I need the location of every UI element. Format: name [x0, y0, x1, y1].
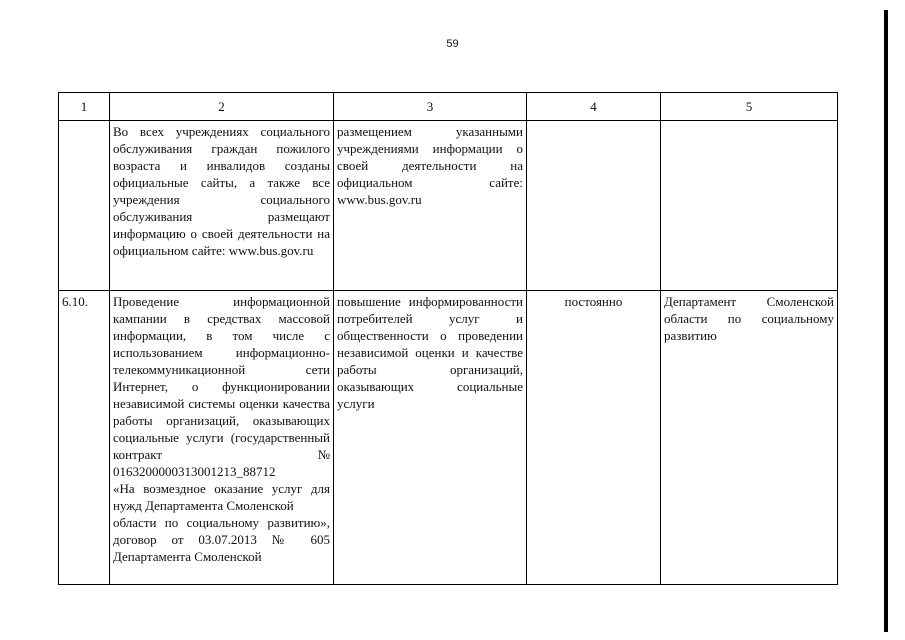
- page-number: 59: [446, 38, 459, 50]
- description-part-2: «На возмездное оказание услуг для нужд Департамента Смоленской: [113, 481, 330, 513]
- header-col-2: 2: [110, 93, 334, 121]
- plan-table: [58, 92, 838, 585]
- header-col-5: 5: [661, 93, 838, 121]
- row-number: 6.10.: [59, 291, 110, 585]
- measure-description: [110, 291, 334, 585]
- term: [527, 121, 661, 291]
- table-header-row: [59, 93, 838, 121]
- table-row: [59, 121, 838, 291]
- table-row: [59, 291, 838, 585]
- expected-result: размещением указанными учреждениями информации о своей деятельности на официальном сайте: www.bus.gov.ru: [334, 121, 527, 291]
- responsible: [661, 121, 838, 291]
- header-col-3: 3: [334, 93, 527, 121]
- description-part-3: области по социальному развитию», договор от 03.07.2013 № 605 Департамента Смоленской: [113, 515, 330, 564]
- description-part-1: Проведение информационной кампании в средствах массовой информации, в том числе с использованием информационно-телекоммуникационной сети Интернет, о функционировании независимой системы оценки качества работы организаций, оказывающих социальные услуги (государственный контракт № 0163200000313001213_88712: [113, 294, 330, 479]
- row-number: [59, 121, 110, 291]
- page-edge-bar: [884, 10, 888, 632]
- term: постоянно: [527, 291, 661, 585]
- header-col-1: 1: [59, 93, 110, 121]
- header-col-4: 4: [527, 93, 661, 121]
- measure-description: Во всех учреждениях социального обслуживания граждан пожилого возраста и инвалидов созданы официальные сайты, а также все учреждения социального обслуживания размещают информацию о своей деятельности на официальном сайте: www.bus.gov.ru: [110, 121, 334, 291]
- expected-result: повышение информированности потребителей услуг и общественности о проведении независимой оценки и качестве работы организаций, оказывающих социальные услуги: [334, 291, 527, 585]
- responsible: Департамент Смоленской области по социальному развитию: [661, 291, 838, 585]
